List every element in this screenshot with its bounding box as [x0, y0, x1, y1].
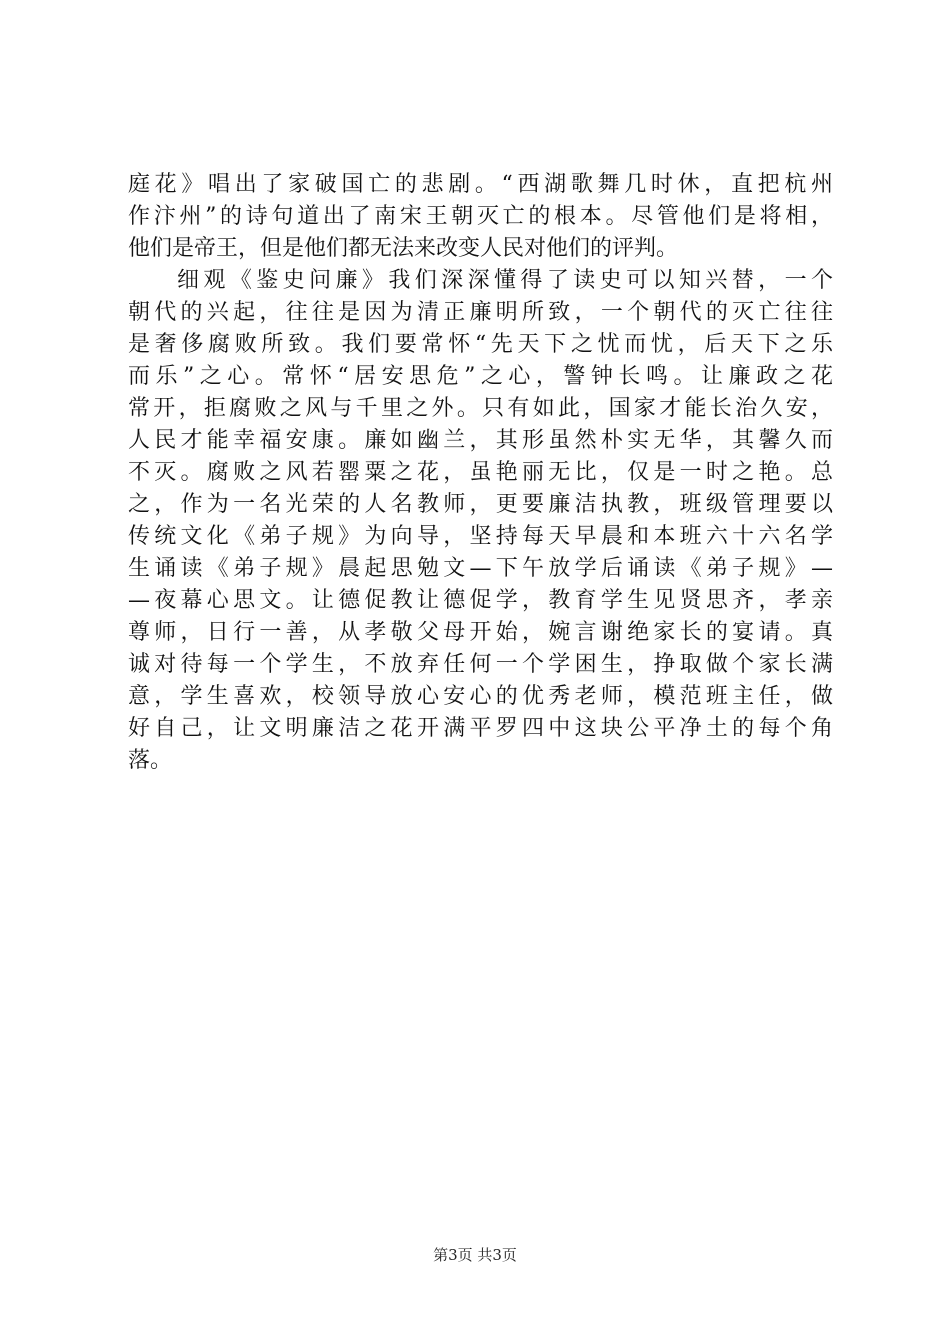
text-line: 意，学生喜欢，校领导放心安心的优秀老师，模范班主任，做 — [128, 684, 833, 709]
paragraph-2 — [128, 265, 833, 777]
text-line: 诚对待每一个学生，不放弃任何一个学困生，挣取做个家长满 — [128, 652, 833, 677]
text-line: —夜幕心思文。让德促教让德促学，教育学生见贤思齐，孝亲 — [128, 588, 833, 613]
text-line: 落。 — [128, 748, 173, 773]
text-line: 常开，拒腐败之风与千里之外。只有如此，国家才能长治久安， — [128, 396, 833, 421]
text-line: 是奢侈腐败所致。我们要常怀“先天下之忧而忧，后天下之乐 — [128, 332, 833, 357]
text-line: 朝代的兴起，往往是因为清正廉明所致，一个朝代的灭亡往往 — [128, 300, 833, 325]
text-line: 他们是帝王，但是他们都无法来改变人民对他们的评判。 — [128, 236, 679, 261]
text-line: 庭花》唱出了家破国亡的悲剧。“西湖歌舞几时休，直把杭州 — [128, 172, 833, 197]
text-line: 传统文化《弟子规》为向导，坚持每天早晨和本班六十六名学 — [128, 524, 833, 549]
document-body — [128, 169, 833, 777]
paragraph-1 — [128, 169, 833, 265]
text-line: 不灭。腐败之风若罂粟之花，虽艳丽无比，仅是一时之艳。总 — [128, 460, 833, 485]
text-line: 好自己，让文明廉洁之花开满平罗四中这块公平净土的每个角 — [128, 716, 833, 741]
page-footer — [0, 1245, 950, 1265]
text-line: 生诵读《弟子规》晨起思勉文—下午放学后诵读《弟子规》— — [128, 556, 833, 581]
text-line: 而乐”之心。常怀“居安思危”之心，警钟长鸣。让廉政之花 — [128, 364, 833, 389]
page-number-label: 第3页 共3页 — [433, 1246, 517, 1264]
text-line: 人民才能幸福安康。廉如幽兰，其形虽然朴实无华，其馨久而 — [128, 428, 833, 453]
text-line: 作汴州”的诗句道出了南宋王朝灭亡的根本。尽管他们是将相， — [128, 204, 833, 229]
text-line: 之，作为一名光荣的人名教师，更要廉洁执教，班级管理要以 — [128, 492, 833, 517]
text-line: 尊师，日行一善，从孝敬父母开始，婉言谢绝家长的宴请。真 — [128, 620, 833, 645]
text-line: 细观《鉴史问廉》我们深深懂得了读史可以知兴替，一个 — [177, 268, 833, 293]
